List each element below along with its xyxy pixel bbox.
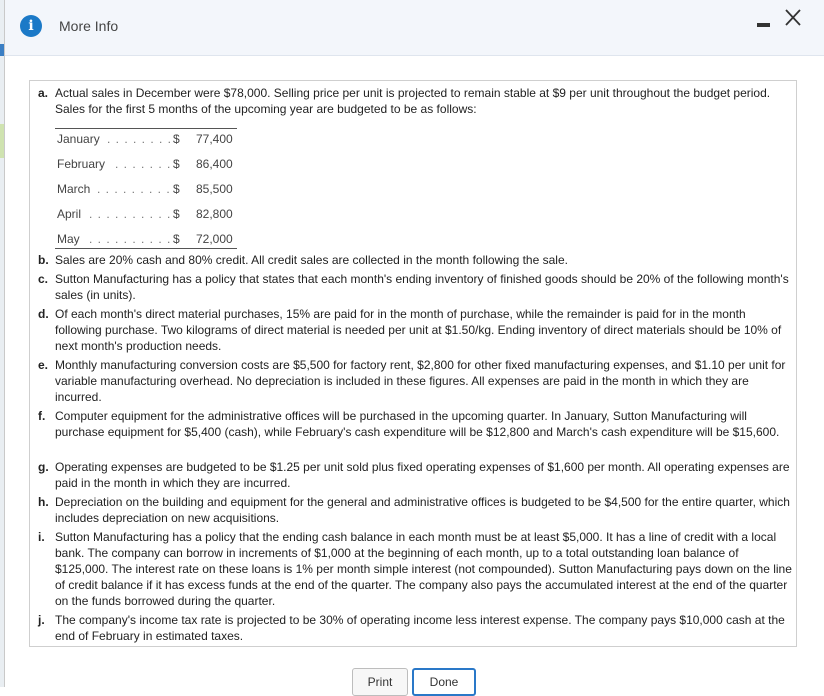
month-label: January xyxy=(57,132,100,146)
item-letter: j. xyxy=(38,613,45,627)
leader-dots: . . . . . . . . . . xyxy=(89,232,172,246)
leader-dots: . . . . . . . . . . xyxy=(89,207,172,221)
info-content-panel xyxy=(29,80,797,647)
sales-amount: 72,000 xyxy=(196,232,233,246)
dialog-buttons xyxy=(5,668,824,687)
item-text: The company's income tax rate is projected to be 30% of operating income less interest expense. The company pays $10,000 cash at the end of February in estimated taxes. xyxy=(55,613,785,643)
close-icon xyxy=(783,7,803,29)
dialog-title: More Info xyxy=(59,18,119,34)
currency-symbol: $ xyxy=(173,232,180,246)
more-info-dialog xyxy=(4,0,824,687)
minimize-icon xyxy=(757,23,770,27)
sales-row-may xyxy=(55,231,237,247)
leader-dots: . . . . . . . . . xyxy=(97,182,171,196)
table-top-rule xyxy=(55,128,237,129)
item-letter: g. xyxy=(38,460,49,474)
item-text: Sutton Manufacturing has a policy that the ending cash balance in each month must be at least $5,000. It has a line of credit with a local bank. The company can borrow in increments of $1,000 at the beginning of each month, up to a total outstanding loan balance of $125,000. The interest rate on these loans is 1% per month simple interest (not compounded). Sutton Manufacturing pays down on the line of credit balance if it has excess funds at the end of the quarter. The company also pays the accumulated interest at the end of the quarter on the funds borrowed during the quarter. xyxy=(55,530,792,608)
month-label: February xyxy=(57,157,106,171)
item-text: Operating expenses are budgeted to be $1.25 per unit sold plus fixed operating expenses of $1,600 per month. All operating expenses are paid in the month in which they are incurred. xyxy=(55,460,790,490)
currency-symbol: $ xyxy=(173,207,180,221)
item-text: Computer equipment for the administrative offices will be purchased in the upcoming quarter. In January, Sutton Manufacturing will purchase equipment for $5,400 (cash), while February's cash expenditure will be $12,800 and March's cash expenditure will be $15,600. xyxy=(55,409,780,439)
sales-row-march xyxy=(55,181,237,197)
item-letter: b. xyxy=(38,253,49,267)
item-letter: i. xyxy=(38,530,45,544)
print-button[interactable]: Print xyxy=(352,668,408,696)
minimize-button[interactable] xyxy=(756,14,772,30)
month-label: April xyxy=(57,207,82,221)
info-icon: i xyxy=(20,15,42,37)
sales-row-january xyxy=(55,131,237,147)
item-letter: d. xyxy=(38,307,49,321)
item-letter: a. xyxy=(38,86,49,100)
item-text: Monthly manufacturing conversion costs are $5,500 for factory rent, $2,800 for other fixed manufacturing expenses, and $1.10 per unit for variable manufacturing overhead. No depreciation is included in these figures. All expenses are paid in the month in which they are incurred. xyxy=(55,358,786,404)
item-letter: c. xyxy=(38,272,49,286)
leader-dots: . . . . . . . xyxy=(115,157,172,171)
sales-row-april xyxy=(55,206,237,222)
currency-symbol: $ xyxy=(173,182,180,196)
item-letter: h. xyxy=(38,495,49,509)
sales-amount: 82,800 xyxy=(196,207,233,221)
item-text: Depreciation on the building and equipment for the general and administrative offices is budgeted to be $4,500 for the entire quarter, which includes depreciation on new acquisitions. xyxy=(55,495,790,525)
dialog-header xyxy=(5,0,824,56)
item-letter: e. xyxy=(38,358,49,372)
item-text: Actual sales in December were $78,000. Selling price per unit is projected to remain stable at $9 per unit throughout the budget period. Sales for the first 5 months of the upcoming year are budgeted to be as follows: xyxy=(55,86,771,116)
month-label: May xyxy=(57,232,80,246)
sales-amount: 86,400 xyxy=(196,157,233,171)
item-text: Sales are 20% cash and 80% credit. All credit sales are collected in the month following the sale. xyxy=(55,253,568,267)
sales-amount: 85,500 xyxy=(196,182,233,196)
sales-amount: 77,400 xyxy=(196,132,233,146)
month-label: March xyxy=(57,182,91,196)
close-button[interactable] xyxy=(783,7,803,29)
item-letter: f. xyxy=(38,409,46,423)
leader-dots: . . . . . . . . xyxy=(107,132,173,146)
done-button[interactable]: Done xyxy=(412,668,476,696)
item-text: Sutton Manufacturing has a policy that states that each month's ending inventory of finished goods should be 20% of the following month's sales (in units). xyxy=(55,272,789,302)
currency-symbol: $ xyxy=(173,132,180,146)
item-text: Of each month's direct material purchases, 15% are paid for in the month of purchase, while the remainder is paid for in the month following purchase. Two kilograms of direct material is needed per unit at $1.50/kg. Ending inventory of direct materials should be 10% of next month's production needs. xyxy=(55,307,782,353)
currency-symbol: $ xyxy=(173,157,180,171)
sales-row-february xyxy=(55,156,237,172)
table-bottom-rule xyxy=(55,248,237,249)
